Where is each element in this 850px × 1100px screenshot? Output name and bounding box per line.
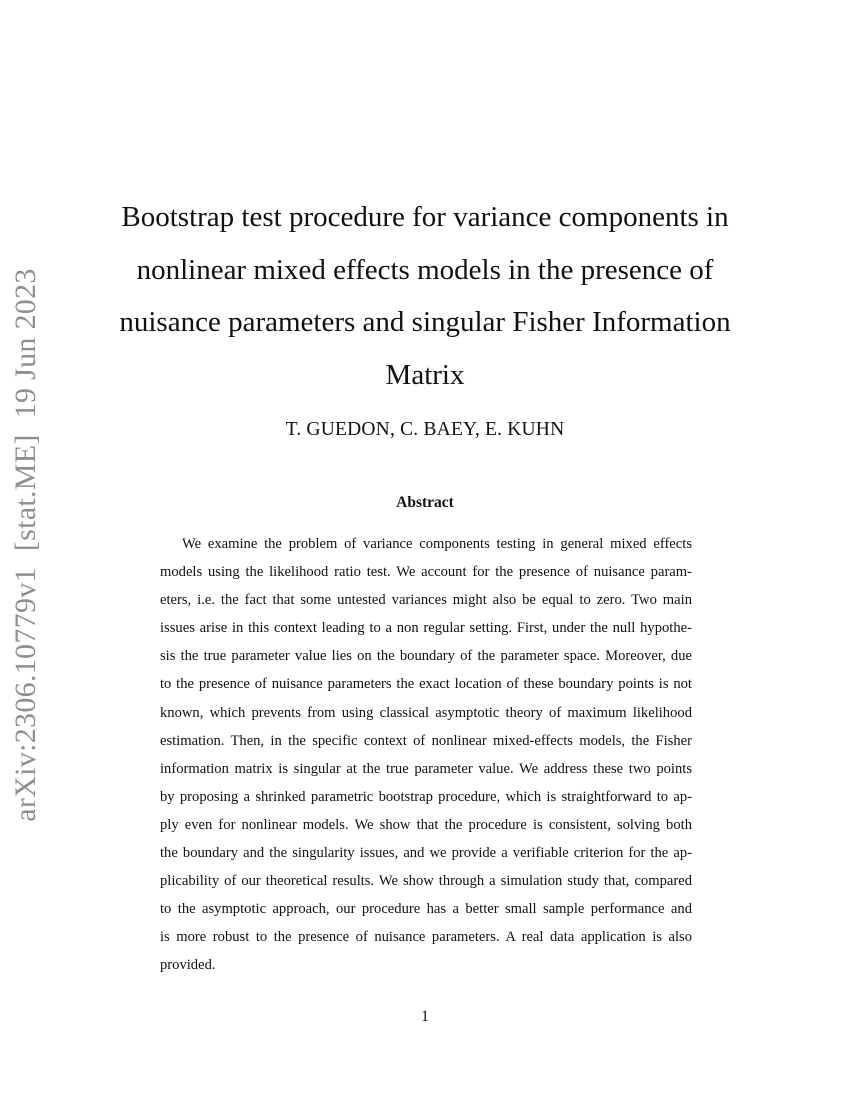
abstract-line: We examine the problem of variance components testing in general mixed effects — [182, 536, 692, 552]
abstract-heading: Abstract — [396, 494, 454, 511]
title-line: nonlinear mixed effects models in the presence of — [136, 253, 714, 286]
abstract-line: is more robust to the presence of nuisance parameters. A real data application is also — [160, 929, 692, 946]
abstract-line: provided. — [160, 957, 216, 974]
title-line: Matrix — [385, 358, 465, 391]
title-line: nuisance parameters and singular Fisher Information — [119, 306, 731, 338]
page-number: 1 — [421, 1008, 429, 1025]
abstract-line: sis the true parameter value lies on the boundary of the parameter space. Moreover, due — [160, 648, 692, 665]
abstract-line: by proposing a shrinked parametric bootstrap procedure, which is straightforward to ap- — [160, 788, 692, 805]
abstract-line: eters, i.e. the fact that some untested variances might also be equal to zero. Two main — [160, 592, 692, 609]
abstract-line: issues arise in this context leading to a non regular setting. First, under the null hypothe- — [160, 620, 692, 637]
abstract-line: to the asymptotic approach, our procedure has a better small sample performance and — [160, 901, 692, 918]
abstract-line: the boundary and the singularity issues, and we provide a verifiable criterion for the ap- — [160, 845, 692, 862]
abstract-line: to the presence of nuisance parameters the exact location of these boundary points is not — [160, 676, 692, 693]
arxiv-date: 19 Jun 2023 — [9, 268, 42, 419]
arxiv-identifier-stamp — [9, 268, 43, 821]
abstract-line: known, which prevents from using classical asymptotic theory of maximum likelihood — [160, 704, 692, 721]
abstract-body — [160, 530, 692, 980]
abstract-line: plicability of our theoretical results. We show through a simulation study that, compared — [160, 873, 692, 890]
abstract-line: estimation. Then, in the specific context of nonlinear mixed-effects models, the Fisher — [160, 732, 692, 749]
abstract-line: information matrix is singular at the true parameter value. We address these two points — [160, 760, 692, 777]
abstract-line: ply even for nonlinear models. We show that the procedure is consistent, solving both — [160, 816, 692, 833]
arxiv-id: arXiv:2306.10779v1 — [9, 567, 42, 822]
paper-authors: T. GUEDON, C. BAEY, E. KUHN — [285, 419, 565, 440]
abstract-line: models using the likelihood ratio test. We account for the presence of nuisance param- — [160, 564, 692, 581]
paper-title — [110, 191, 740, 401]
arxiv-category: [stat.ME] — [9, 434, 42, 552]
title-line: Bootstrap test procedure for variance components in — [121, 201, 729, 233]
